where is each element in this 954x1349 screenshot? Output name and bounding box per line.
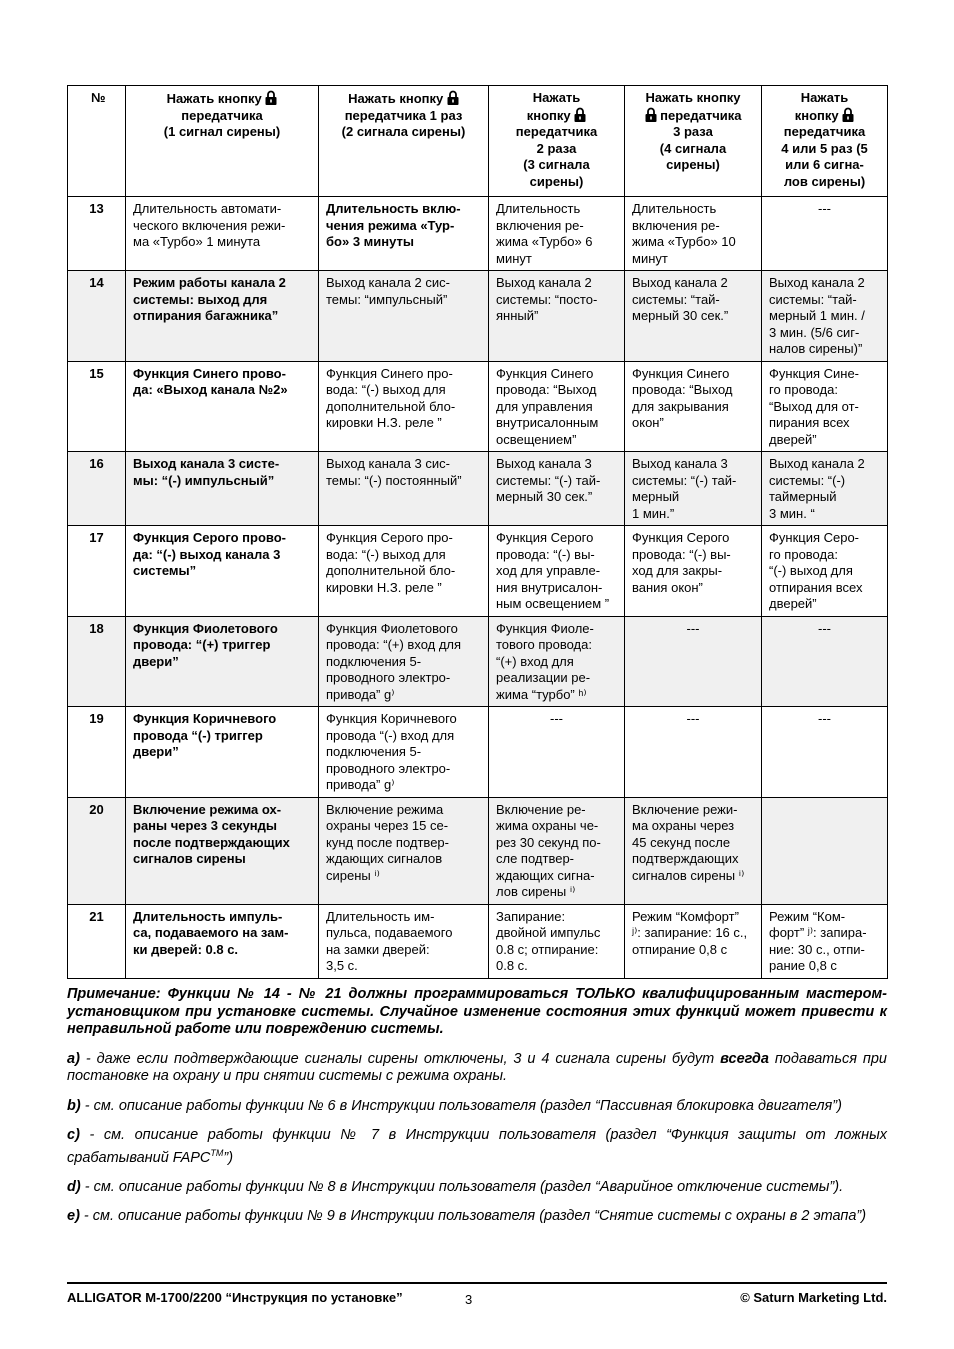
cell-c3: Функция Серого провода: “(-) вы- ход для управле- ния внутрисалон- ным освещением ” <box>489 526 625 617</box>
note-b-text: - см. описание работы функции № 6 в Инструкции пользователя (раздел “Пассивная блокировка двигателя”) <box>80 1097 842 1114</box>
cell-c5: --- <box>762 707 888 798</box>
lock-icon <box>574 107 586 122</box>
cell-c4: Выход канала 3 системы: “(-) тай- мерный 1 мин.” <box>625 452 762 526</box>
cell-num: 21 <box>68 904 126 978</box>
cell-c4: --- <box>625 707 762 798</box>
header-col-4: Нажать кнопку передатчика 3 раза (4 сигнала сирены) <box>625 86 762 197</box>
note-d-label: d) <box>67 1178 81 1195</box>
cell-c3: Функция Синего провода: “Выход для управления внутрисалонным освещением” <box>489 361 625 452</box>
cell-c4: Длительность включения ре- жима «Турбо» 10 минут <box>625 197 762 271</box>
note-main: Примечание: Функции № 14 - № 21 должны программироваться ТОЛЬКО квалифицированным мастером-установщиком при установке системы. Случайное изменение состояния этих функций может привести к неправильной работе или повреждению системы. <box>67 986 887 1037</box>
cell-c3: Запирание: двойной импульс 0.8 с; отпирание: 0.8 с. <box>489 904 625 978</box>
cell-c2: Функция Коричневого провода “(-) вход для подключения 5- проводного электро- привода” g⁾ <box>319 707 489 798</box>
cell-c1: Функция Серого прово- да: “(-) выход канала 3 системы” <box>126 526 319 617</box>
cell-c5: Функция Серо- го провода: “(-) выход для отпирания всех дверей” <box>762 526 888 617</box>
table-row <box>68 361 888 452</box>
cell-c1: Режим работы канала 2 системы: выход для отпирания багажника” <box>126 271 319 362</box>
notes-section <box>67 986 887 1238</box>
cell-c1: Длительность импуль- са, подаваемого на зам- ки дверей: 0.8 с. <box>126 904 319 978</box>
header-col-2: Нажать кнопку передатчика 1 раз (2 сигнала сирены) <box>319 86 489 197</box>
cell-c3: Включение ре- жима охраны че- рез 30 секунд по- сле подтвер- ждающих сигна- лов сирены ⁱ⁾ <box>489 797 625 904</box>
table-row <box>68 707 888 798</box>
note-c-tm: TM <box>210 1147 224 1158</box>
note-e-text: - см. описание работы функции № 9 в Инструкции пользователя (раздел “Снятие системы с охраны в 2 этапа”) <box>79 1208 867 1225</box>
cell-c2: Функция Синего про- вода: “(-) выход для дополнительной бло- кировки Н.З. реле ” <box>319 361 489 452</box>
note-b-label: b) <box>67 1097 81 1114</box>
header-col-1: Нажать кнопку передатчика (1 сигнал сирены) <box>126 86 319 197</box>
programming-table <box>67 85 888 979</box>
cell-c4: Функция Серого провода: “(-) вы- ход для закры- вания окон” <box>625 526 762 617</box>
cell-c2: Выход канала 2 сис- темы: “импульсный” <box>319 271 489 362</box>
cell-c5: --- <box>762 616 888 707</box>
cell-num: 20 <box>68 797 126 904</box>
cell-c1: Функция Коричневого провода “(-) триггер двери” <box>126 707 319 798</box>
cell-c2: Функция Серого про- вода: “(-) выход для дополнительной бло- кировки Н.З. реле ” <box>319 526 489 617</box>
cell-c1: Функция Синего прово- да: «Выход канала №2» <box>126 361 319 452</box>
cell-c3: --- <box>489 707 625 798</box>
cell-c3: Выход канала 2 системы: “посто- янный” <box>489 271 625 362</box>
cell-c3: Выход канала 3 системы: “(-) тай- мерный 30 сек.” <box>489 452 625 526</box>
settings-table-area <box>67 85 887 979</box>
cell-c3: Функция Фиоле- тового провода: “(+) вход для реализации ре- жима “турбо” ʰ⁾ <box>489 616 625 707</box>
lock-icon <box>842 107 854 122</box>
note-c-text: - см. описание работы функции № 7 в Инструкции пользователя (раздел “Функция защиты от ложных срабатываний FAPC <box>67 1127 887 1166</box>
header-col-3: Нажать кнопку передатчика 2 раза (3 сигнала сирены) <box>489 86 625 197</box>
lock-icon <box>645 107 657 122</box>
table-row <box>68 616 888 707</box>
note-e <box>67 1208 887 1226</box>
cell-c2: Длительность им- пульса, подаваемого на замки дверей: 3,5 с. <box>319 904 489 978</box>
header-number: № <box>68 86 126 197</box>
footer-copyright: © Saturn Marketing Ltd. <box>740 1290 887 1305</box>
cell-c4: Включение режи- ма охраны через 45 секунд после подтверждающих сигналов сирены ⁱ⁾ <box>625 797 762 904</box>
cell-c4: Выход канала 2 системы: “тай- мерный 30 сек.” <box>625 271 762 362</box>
cell-c4: Функция Синего провода: “Выход для закрывания окон” <box>625 361 762 452</box>
note-c <box>67 1127 887 1167</box>
cell-num: 16 <box>68 452 126 526</box>
page-number: 3 <box>465 1292 473 1307</box>
header-col-5: Нажать кнопку передатчика 4 или 5 раз (5 или 6 сигна- лов сирены) <box>762 86 888 197</box>
table-row <box>68 452 888 526</box>
cell-c5: Выход канала 2 системы: “(-) таймерный 3 мин. “ <box>762 452 888 526</box>
note-b <box>67 1098 887 1116</box>
cell-c5: Выход канала 2 системы: “тай- мерный 1 мин. / 3 мин. (5/6 сиг- налов сирены)” <box>762 271 888 362</box>
cell-num: 15 <box>68 361 126 452</box>
note-a-text1: - даже если подтверждающие сигналы сирены отключены, 3 и 4 сигнала сирены будут <box>79 1050 721 1067</box>
table-header-row <box>68 86 888 197</box>
cell-c3: Длительность включения ре- жима «Турбо» 6 минут <box>489 197 625 271</box>
cell-c5: --- <box>762 197 888 271</box>
table-row <box>68 197 888 271</box>
cell-c2: Выход канала 3 сис- темы: “(-) постоянный” <box>319 452 489 526</box>
cell-c1: Выход канала 3 систе- мы: “(-) импульсный” <box>126 452 319 526</box>
lock-icon <box>265 90 277 105</box>
cell-c5: Режим “Ком- форт” ʲ⁾: запира- ние: 30 с., отпи- рание 0,8 с <box>762 904 888 978</box>
note-d-text: - см. описание работы функции № 8 в Инструкции пользователя (раздел “Аварийное отключение системы”). <box>80 1178 844 1195</box>
lock-icon <box>447 90 459 105</box>
table-row <box>68 797 888 904</box>
cell-c1: Включение режима ох- раны через 3 секунды после подтверждающих сигналов сирены <box>126 797 319 904</box>
cell-c1: Функция Фиолетового провода: “(+) триггер двери” <box>126 616 319 707</box>
note-a-label: a) <box>67 1050 80 1067</box>
cell-num: 18 <box>68 616 126 707</box>
note-c-label: c) <box>67 1127 80 1143</box>
note-d <box>67 1179 887 1197</box>
table-row <box>68 526 888 617</box>
footer-title: ALLIGATOR M-1700/2200 “Инструкция по установке” <box>67 1290 403 1305</box>
cell-c5: Функция Сине- го провода: “Выход для от- пирания всех дверей” <box>762 361 888 452</box>
cell-num: 19 <box>68 707 126 798</box>
cell-c5 <box>762 797 888 904</box>
cell-c4: --- <box>625 616 762 707</box>
note-e-label: e) <box>67 1208 80 1225</box>
cell-c1: Длительность автомати- ческого включения режи- ма «Турбо» 1 минута <box>126 197 319 271</box>
cell-c2: Включение режима охраны через 15 се- кунд после подтвер- ждающих сигналов сирены ⁱ⁾ <box>319 797 489 904</box>
cell-c2: Длительность вклю- чения режима «Тур- бо» 3 минуты <box>319 197 489 271</box>
cell-num: 13 <box>68 197 126 271</box>
cell-num: 17 <box>68 526 126 617</box>
note-a <box>67 1051 887 1086</box>
cell-c4: Режим “Комфорт” ʲ⁾: запирание: 16 с., отпирание 0,8 с <box>625 904 762 978</box>
table-row <box>68 904 888 978</box>
cell-num: 14 <box>68 271 126 362</box>
note-a-text2: подаваться при постановке на охрану и при снятии системы с режима охраны. <box>67 1050 887 1084</box>
note-c-end: ”) <box>223 1149 234 1166</box>
note-a-bold: всегда <box>720 1050 769 1067</box>
cell-c2: Функция Фиолетового провода: “(+) вход для подключения 5- проводного электро- привода” g⁾ <box>319 616 489 707</box>
table-row <box>68 271 888 362</box>
page-footer <box>67 1282 887 1307</box>
